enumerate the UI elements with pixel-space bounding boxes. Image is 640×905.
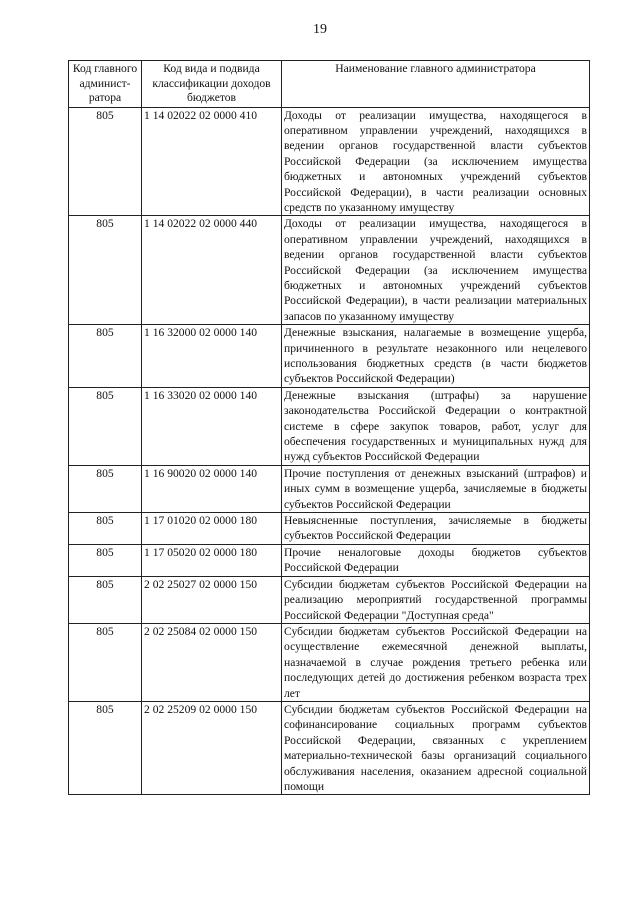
name-cell: Субсидии бюджетам субъектов Российской Федерации на реализацию мероприятий государственной программы Российской Федерации "Доступная среда" bbox=[282, 576, 590, 623]
admin-code-cell: 805 bbox=[69, 387, 142, 465]
admin-code-cell: 805 bbox=[69, 465, 142, 512]
table-header-row bbox=[69, 61, 590, 108]
table-row bbox=[69, 544, 590, 576]
table-row bbox=[69, 387, 590, 465]
name-cell: Прочие неналоговые доходы бюджетов субъектов Российской Федерации bbox=[282, 544, 590, 576]
admin-code-cell: 805 bbox=[69, 544, 142, 576]
classification-code-cell: 1 17 05020 02 0000 180 bbox=[142, 544, 282, 576]
classification-code-cell: 1 14 02022 02 0000 410 bbox=[142, 107, 282, 216]
name-cell: Денежные взыскания (штрафы) за нарушение законодательства Российской Федерации о контрактной системе в сфере закупок товаров, работ, услуг для обеспечения государственных и муниципальных нужд для нужд субъектов Российской Федерации bbox=[282, 387, 590, 465]
classification-code-cell: 2 02 25027 02 0000 150 bbox=[142, 576, 282, 623]
table-row bbox=[69, 701, 590, 794]
table-row bbox=[69, 107, 590, 216]
classification-code-cell: 1 16 32000 02 0000 140 bbox=[142, 325, 282, 388]
classification-code-cell: 2 02 25209 02 0000 150 bbox=[142, 701, 282, 794]
admin-code-cell: 805 bbox=[69, 576, 142, 623]
name-cell: Доходы от реализации имущества, находящегося в оперативном управлении учреждений, находящихся в ведении органов государственной власти субъектов Российской Федерации (за исключением имущества бюджетных и автономных учреждений субъектов Российской Федерации), в части реализации основных средств по указанному имуществу bbox=[282, 107, 590, 216]
classification-code-cell: 1 16 33020 02 0000 140 bbox=[142, 387, 282, 465]
name-cell: Прочие поступления от денежных взысканий (штрафов) и иных сумм в возмещение ущерба, зачисляемые в бюджеты субъектов Российской Федерации bbox=[282, 465, 590, 512]
admin-code-cell: 805 bbox=[69, 513, 142, 545]
table-row bbox=[69, 513, 590, 545]
header-administrator-name: Наименование главного администратора bbox=[282, 61, 590, 108]
admin-code-cell: 805 bbox=[69, 325, 142, 388]
page-number: 19 bbox=[313, 22, 327, 37]
name-cell: Доходы от реализации имущества, находящегося в оперативном управлении учреждений, находящихся в ведении органов государственной власти субъектов Российской Федерации (за исключением имущества бюджетных и автономных учреждений субъектов Российской Федерации), в части реализации материальных запасов по указанному имуществу bbox=[282, 216, 590, 325]
table-row bbox=[69, 465, 590, 512]
header-admin-code: Код главного админист-ратора bbox=[69, 61, 142, 108]
admin-code-cell: 805 bbox=[69, 623, 142, 701]
name-cell: Субсидии бюджетам субъектов Российской Федерации на софинансирование социальных программ субъектов Российской Федерации, связанных с укреплением материально-технической базы организаций социального обслуживания населения, оказанием адресной социальной помощи bbox=[282, 701, 590, 794]
classification-code-cell: 1 17 01020 02 0000 180 bbox=[142, 513, 282, 545]
classification-code-cell: 2 02 25084 02 0000 150 bbox=[142, 623, 282, 701]
header-classification-code: Код вида и подвида классификации доходов бюджетов bbox=[142, 61, 282, 108]
table-row bbox=[69, 623, 590, 701]
budget-revenue-table bbox=[68, 60, 590, 795]
classification-code-cell: 1 16 90020 02 0000 140 bbox=[142, 465, 282, 512]
name-cell: Денежные взыскания, налагаемые в возмещение ущерба, причиненного в результате незаконного или нецелевого использования бюджетных средств (в части бюджетов субъектов Российской Федерации) bbox=[282, 325, 590, 388]
table-row bbox=[69, 576, 590, 623]
name-cell: Невыясненные поступления, зачисляемые в бюджеты субъектов Российской Федерации bbox=[282, 513, 590, 545]
classification-code-cell: 1 14 02022 02 0000 440 bbox=[142, 216, 282, 325]
admin-code-cell: 805 bbox=[69, 701, 142, 794]
table-row bbox=[69, 325, 590, 388]
admin-code-cell: 805 bbox=[69, 216, 142, 325]
admin-code-cell: 805 bbox=[69, 107, 142, 216]
name-cell: Субсидии бюджетам субъектов Российской Федерации на осуществление ежемесячной денежной выплаты, назначаемой в случае рождения третьего ребенка или последующих детей до достижения ребенком возраста трех лет bbox=[282, 623, 590, 701]
table-row bbox=[69, 216, 590, 325]
